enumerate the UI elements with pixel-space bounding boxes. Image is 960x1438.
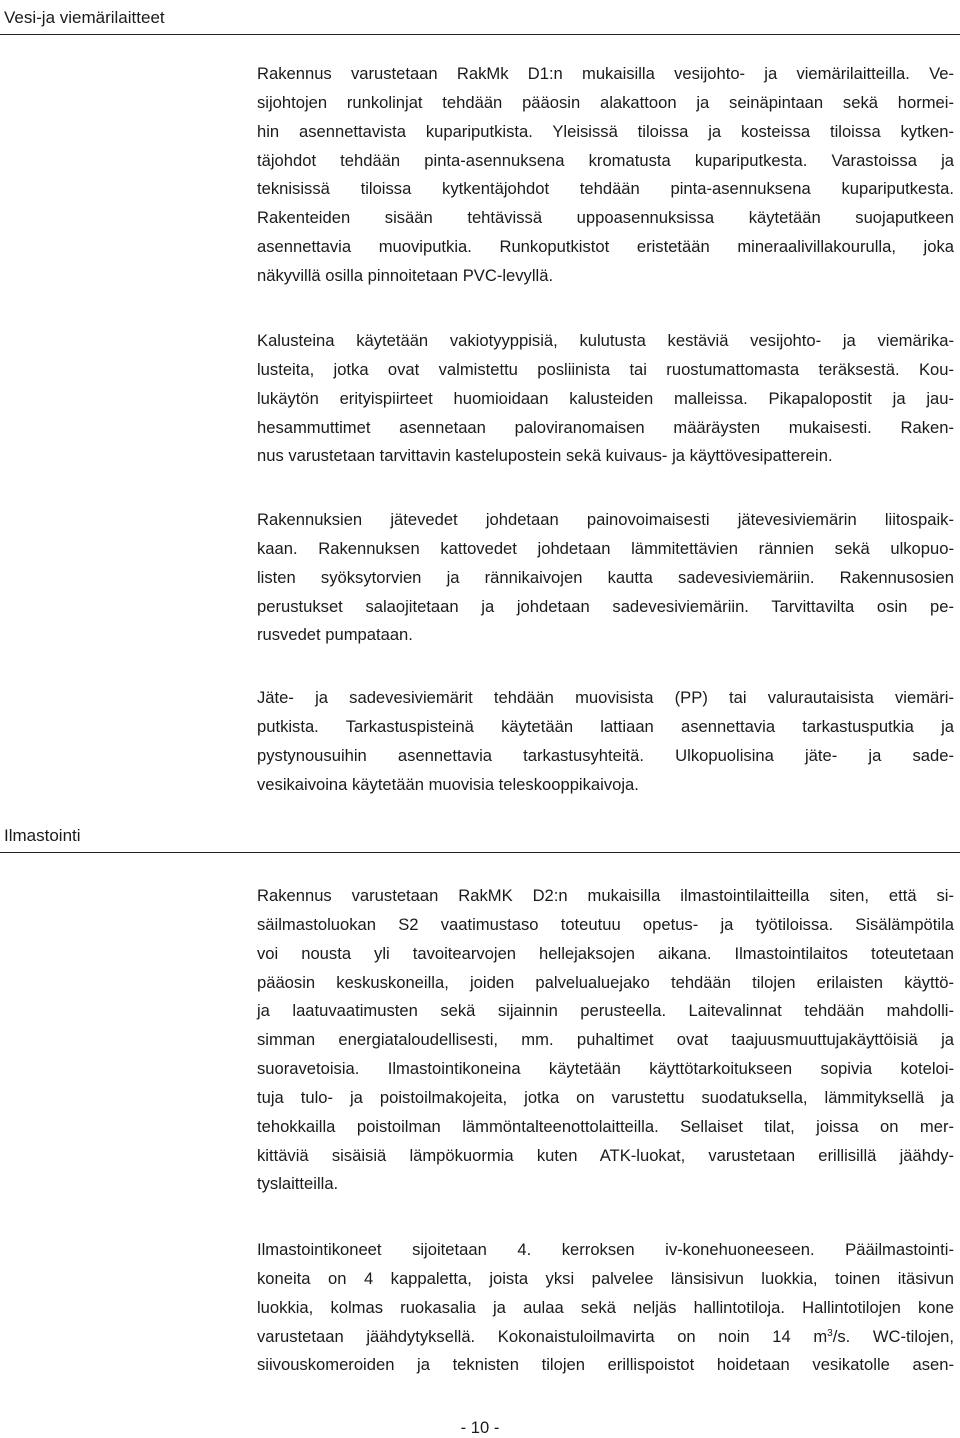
text-line: rusvedet pumpataan. <box>257 625 413 645</box>
text-line: tehokkailla poistoilman lämmöntalteenottolaitteilla. Sellaiset tilat, joissa on mer- <box>257 1116 954 1136</box>
text-line: Rakennus varustetaan RakMK D2:n mukaisilla ilmastointilaitteilla siten, että si- <box>257 886 954 905</box>
text-line: Kalusteina käytetään vakiotyyppisiä, kulutusta kestäviä vesijohto- ja viemärika- <box>257 331 954 350</box>
text-line: ja laatuvaatimusten sekä sijainnin perusteella. Laitevalinnat tehdään mahdolli- <box>257 1001 954 1021</box>
text-line: tuja tulo- ja poistoilmakojeita, jotka on varustettu suodatuksella, lämmityksellä ja <box>257 1087 954 1107</box>
text-segment: varustetaan jäähdytyksellä. Kokonaistuloilmavirta on noin 14 m <box>257 1326 828 1346</box>
section-heading-ventilation <box>0 818 960 853</box>
text-line: sijohtojen runkolinjat tehdään pääosin alakattoon ja seinäpintaan sekä hormei- <box>257 92 954 112</box>
text-line: vesikaivoina käytetään muovisia teleskooppikaivoja. <box>257 774 639 794</box>
text-line: teknisissä tiloissa kytkentäjohdot tehdään pinta-asennuksena kupariputkesta. <box>257 179 954 199</box>
page-number: - 10 - <box>460 1418 500 1437</box>
text-line: pääosin keskuskoneilla, joiden palvelualuejako tehdään tilojen erilaisten käyttö- <box>257 972 954 992</box>
text-line: voi nousta yli tavoitearvojen hellejaksojen aikana. Ilmastointilaitos toteutetaan <box>257 943 954 963</box>
paragraph <box>257 684 954 799</box>
text-line <box>257 1323 954 1352</box>
superscript: 3 <box>827 1327 833 1339</box>
text-line: simman energiataloudellisesti, mm. puhaltimet ovat taajuusmuuttujakäyttöisiä ja <box>257 1030 954 1050</box>
paragraph <box>257 1236 954 1380</box>
text-line: Ilmastointikoneet sijoitetaan 4. kerroksen iv-konehuoneeseen. Pääilmastointi- <box>257 1240 954 1259</box>
text-line: putkista. Tarkastuspisteinä käytetään lattiaan asennettavia tarkastusputkia ja <box>257 716 954 736</box>
text-line: hin asennettavista kupariputkista. Yleisissä tiloissa ja kosteissa tiloissa kytken- <box>257 121 954 141</box>
text-line: Jäte- ja sadevesiviemärit tehdään muovisista (PP) tai valurautaisista viemäri- <box>257 688 954 707</box>
text-line: nus varustetaan tarvittavin kastelupostein sekä kuivaus- ja käyttövesipatterein. <box>257 446 833 466</box>
text-line: listen syöksytorvien ja rännikaivojen kautta sadevesiviemäriin. Rakennusosien <box>257 567 954 587</box>
text-line: kaan. Rakennuksen kattovedet johdetaan lämmitettävien rännien sekä ulkopuo- <box>257 538 954 558</box>
section-heading-label: Vesi-ja viemärilaitteet <box>4 8 165 27</box>
paragraph <box>257 506 954 650</box>
paragraph <box>257 327 954 471</box>
text-line: asennettavia muoviputkia. Runkoputkistot eristetään mineraalivillakourulla, joka <box>257 237 954 257</box>
text-line: perustukset salaojitetaan ja johdetaan sadevesiviemäriin. Tarvittavilta osin pe- <box>257 596 954 616</box>
text-line: säilmastoluokan S2 vaatimustaso toteutuu opetus- ja työtiloissa. Sisälämpötila <box>257 914 954 934</box>
text-line: koneita on 4 kappaletta, joista yksi palvelee länsisivun luokkia, toinen itäsivun <box>257 1268 954 1288</box>
text-line: luokkia, kolmas ruokasalia ja aulaa sekä neljäs hallintotiloja. Hallintotilojen kone <box>257 1297 954 1317</box>
text-line: Rakenteiden sisään tehtävissä uppoasennuksissa käytetään suojaputkeen <box>257 208 954 228</box>
text-line: tyslaitteilla. <box>257 1174 339 1194</box>
text-line: lusteita, jotka ovat valmistettu posliinista tai ruostumattomasta teräksestä. Kou- <box>257 359 954 379</box>
text-line: siivouskomeroiden ja teknisten tilojen erillispoistot hoidetaan vesikatolle asen- <box>257 1355 954 1375</box>
section-heading-label: Ilmastointi <box>4 826 81 845</box>
text-line: suoravetoisia. Ilmastointikoneina käytetään käyttötarkoitukseen sopivia koteloi- <box>257 1059 954 1079</box>
text-line: lukäytön erityispiirteet huomioidaan kalusteiden malleissa. Pikapalopostit ja jau- <box>257 388 954 408</box>
text-line: täjohdot tehdään pinta-asennuksena kromatusta kupariputkesta. Varastoissa ja <box>257 150 954 170</box>
text-line: näkyvillä osilla pinnoitetaan PVC-levyllä. <box>257 265 554 285</box>
paragraph <box>257 882 954 1199</box>
text-line: hesammuttimet asennetaan paloviranomaisen määräysten mukaisesti. Raken- <box>257 417 954 437</box>
paragraph <box>257 60 954 291</box>
text-line: Rakennus varustetaan RakMk D1:n mukaisilla vesijohto- ja viemärilaitteilla. Ve- <box>257 64 954 83</box>
section-heading-water <box>0 0 960 35</box>
text-line: pystynousuihin asennettavia tarkastusyhteitä. Ulkopuolisina jäte- ja sade- <box>257 745 954 765</box>
text-segment: /s. WC-tilojen, <box>832 1326 954 1346</box>
text-line: Rakennuksien jätevedet johdetaan painovoimaisesti jätevesiviemärin liitospaik- <box>257 510 954 529</box>
text-line: kittäviä sisäisiä lämpökuormia kuten ATK-luokat, varustetaan erillisillä jäähdy- <box>257 1145 954 1165</box>
